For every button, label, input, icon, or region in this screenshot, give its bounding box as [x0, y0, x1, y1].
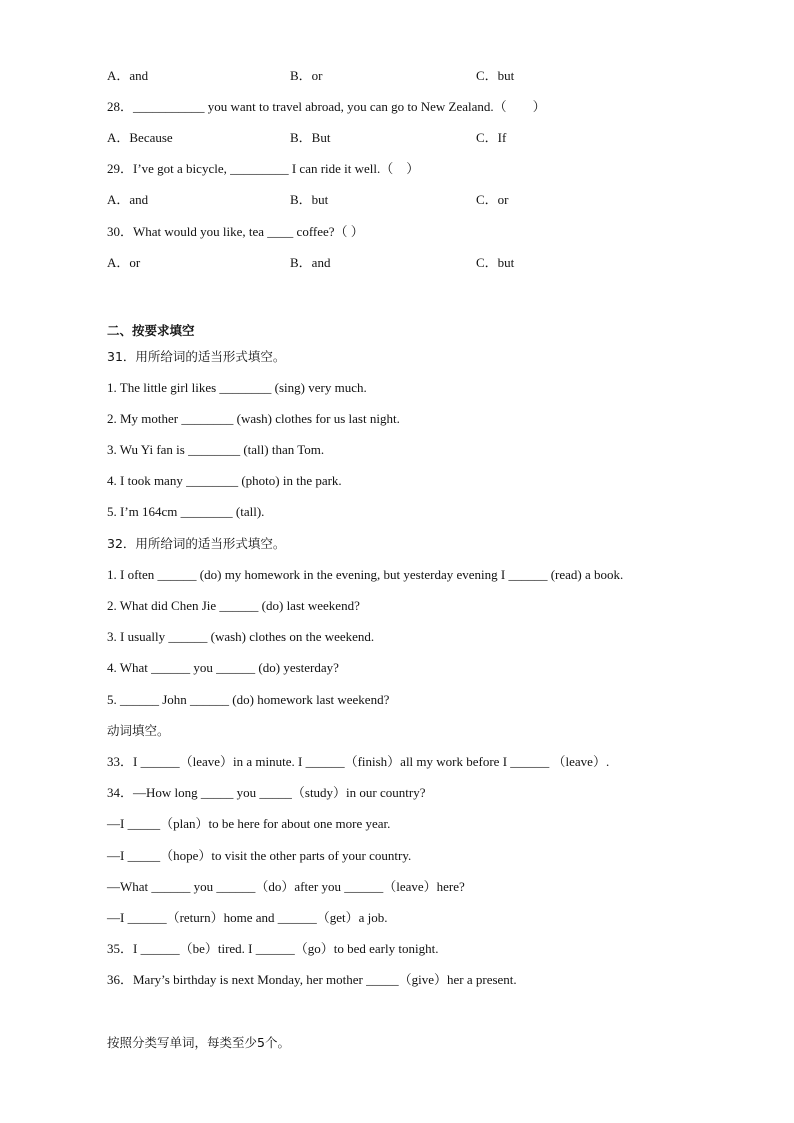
- section-2-title: 二、按要求填空: [107, 323, 195, 338]
- q29-option-c: C．or: [476, 192, 509, 207]
- q29-option-b: B．but: [290, 192, 329, 207]
- q33-question: 33．I ______（leave）in a minute. I ______（finish）all my work before I ______ （leave）.: [107, 754, 610, 769]
- q34-line: —I ______（return）home and ______（get）a job.: [107, 910, 388, 925]
- q29-question: 29．I’ve got a bicycle, _________ I can ride it well.（ ）: [107, 161, 420, 176]
- q28-option-c: C．If: [476, 130, 507, 145]
- q34-line: —What ______ you ______（do）after you ______（leave）here?: [107, 879, 465, 894]
- q28-option-a: A．Because: [107, 130, 173, 145]
- q31-item: 1. The little girl likes ________ (sing) very much.: [107, 380, 367, 395]
- q30-option-b: B．and: [290, 255, 331, 270]
- q34-line: —I _____（hope）to visit the other parts of your country.: [107, 848, 412, 863]
- q34-line: —I _____（plan）to be here for about one more year.: [107, 816, 391, 831]
- q31-item: 5. I’m 164cm ________ (tall).: [107, 504, 265, 519]
- verb-section-title: 动词填空。: [107, 723, 170, 738]
- q30-option-c: C．but: [476, 255, 515, 270]
- q32-item: 3. I usually ______ (wash) clothes on the weekend.: [107, 629, 375, 644]
- q32-item: 2. What did Chen Jie ______ (do) last weekend?: [107, 598, 360, 613]
- q27-option-a: A．and: [107, 68, 149, 83]
- q32-item: 4. What ______ you ______ (do) yesterday?: [107, 660, 339, 675]
- q27-option-c: C．but: [476, 68, 515, 83]
- q32-title: 32．用所给词的适当形式填空。: [107, 536, 286, 551]
- q31-item: 4. I took many ________ (photo) in the park.: [107, 473, 342, 488]
- q30-option-a: A．or: [107, 255, 141, 270]
- q32-item: 1. I often ______ (do) my homework in the evening, but yesterday evening I ______ (read) a book.: [107, 567, 624, 582]
- q31-title: 31．用所给词的适当形式填空。: [107, 349, 286, 364]
- q32-item: 5. ______ John ______ (do) homework last weekend?: [107, 692, 390, 707]
- q35-question: 35．I ______（be）tired. I ______（go）to bed early tonight.: [107, 941, 439, 956]
- q36-question: 36．Mary’s birthday is next Monday, her mother _____（give）her a present.: [107, 972, 517, 987]
- q28-option-b: B．But: [290, 130, 331, 145]
- q31-item: 2. My mother ________ (wash) clothes for us last night.: [107, 411, 400, 426]
- q34-line: 34．—How long _____ you _____（study）in our country?: [107, 785, 426, 800]
- q30-question: 30．What would you like, tea ____ coffee?（ ）: [107, 224, 364, 239]
- q31-item: 3. Wu Yi fan is ________ (tall) than Tom.: [107, 442, 325, 457]
- final-instruction: 按照分类写单词，每类至少5个。: [107, 1035, 290, 1050]
- q27-option-b: B．or: [290, 68, 323, 83]
- q28-question: 28．___________ you want to travel abroad, you can go to New Zealand.（ ）: [107, 99, 546, 114]
- q29-option-a: A．and: [107, 192, 149, 207]
